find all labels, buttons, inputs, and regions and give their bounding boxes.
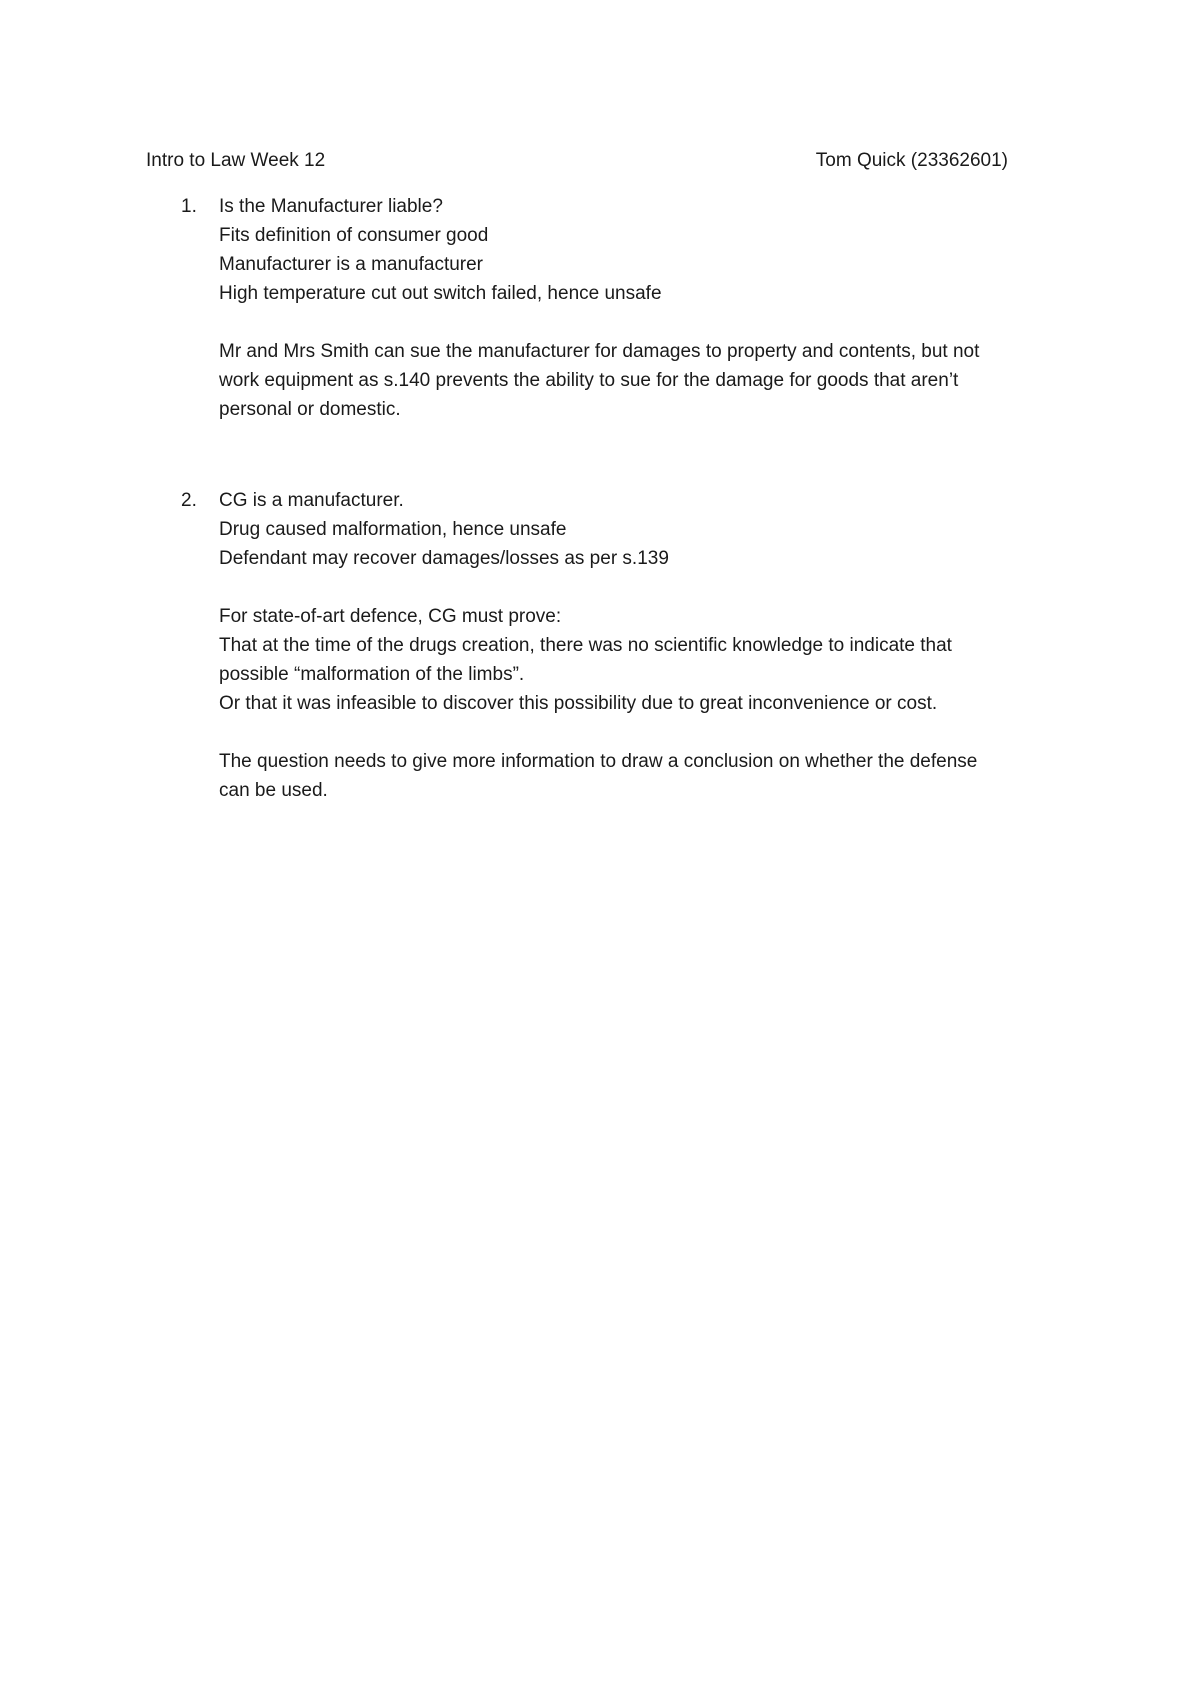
question-body xyxy=(219,486,1049,805)
question-line: Manufacturer is a manufacturer xyxy=(219,254,484,275)
answer-paragraph xyxy=(219,602,1049,718)
document-title: Intro to Law Week 12 xyxy=(146,150,326,171)
question-line: Defendant may recover damages/losses as per s.139 xyxy=(219,548,669,569)
paragraph-line: work equipment as s.140 prevents the ability to sue for the damage for goods that aren’t xyxy=(219,370,959,391)
paragraph-line: can be used. xyxy=(219,780,328,801)
paragraph-line: That at the time of the drugs creation, there was no scientific knowledge to indicate that xyxy=(219,635,952,656)
paragraph-line: The question needs to give more information to draw a conclusion on whether the defense xyxy=(219,751,978,772)
author-name: Tom Quick (23362601) xyxy=(815,150,1008,171)
document-header xyxy=(146,146,1008,176)
paragraph-line: possible “malformation of the limbs”. xyxy=(219,664,525,685)
answer-paragraph xyxy=(219,747,1049,805)
question-line: CG is a manufacturer. xyxy=(219,490,404,511)
paragraph-line: personal or domestic. xyxy=(219,399,401,420)
question-number: 2. xyxy=(181,490,197,511)
paragraph-line: For state-of-art defence, CG must prove: xyxy=(219,606,562,627)
question-line: High temperature cut out switch failed, hence unsafe xyxy=(219,283,662,304)
question-number: 1. xyxy=(181,196,197,217)
paragraph-line: Or that it was infeasible to discover this possibility due to great inconvenience or cost. xyxy=(219,693,938,714)
question-line: Drug caused malformation, hence unsafe xyxy=(219,519,567,540)
question-line: Is the Manufacturer liable? xyxy=(219,196,443,217)
question-line: Fits definition of consumer good xyxy=(219,225,489,246)
paragraph-line: Mr and Mrs Smith can sue the manufacturer for damages to property and contents, but not xyxy=(219,341,980,362)
answer-paragraph xyxy=(219,337,1049,424)
question-body xyxy=(219,192,1049,424)
